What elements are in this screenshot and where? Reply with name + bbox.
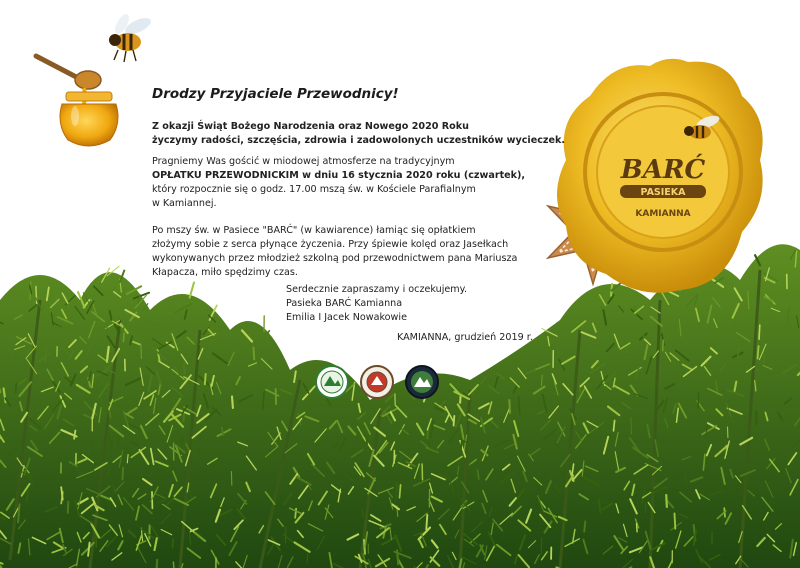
fir-needle [123, 333, 124, 341]
invite-line-1: Pragniemy Was gościć w miodowej atmosferze na tradycyjnym [152, 156, 455, 167]
place-and-date: KAMIANNA, grudzień 2019 r. [397, 332, 533, 343]
program-line-1: Po mszy św. w Pasiece "BARĆ" (w kawiarence) łamiąc się opłatkiem [152, 225, 476, 236]
fir-needle [614, 421, 615, 431]
fir-needle [205, 374, 206, 384]
holiday-wishes [152, 120, 565, 148]
guide-badge-1 [361, 366, 393, 398]
fir-needle [758, 346, 759, 359]
fir-needle [184, 364, 185, 374]
fir-needle [254, 348, 255, 360]
invite-line-4: w Kamiannej. [152, 198, 217, 209]
invite-line-3: który rozpocznie się o godz. 17.00 mszą św. w Kościele Parafialnym [152, 184, 476, 195]
fir-needle [400, 485, 401, 498]
wishes-line-2: życzymy radości, szczęścia, zdrowia i zadowolonych uczestników wycieczek. [152, 135, 565, 146]
fir-needle [454, 416, 455, 426]
honey-jar-icon [36, 56, 118, 146]
wax-seal-logo [557, 59, 763, 293]
closing-line-2: Pasieka BARĆ Kamianna [286, 298, 403, 309]
fir-needle [156, 560, 157, 568]
fir-needle [68, 502, 69, 513]
seal-town: KAMIANNA [635, 209, 691, 219]
fir-needle [36, 287, 37, 305]
fir-needle [232, 396, 233, 408]
fir-needle [173, 562, 174, 568]
fir-needle [18, 504, 19, 522]
seal-pasieka: PASIEKA [640, 187, 686, 198]
closing-line-3: Emilia I Jacek Nowakowie [286, 312, 407, 323]
wishes-line-1: Z okazji Świąt Bożego Narodzenia oraz Nowego 2020 Roku [152, 121, 469, 132]
fir-needle [663, 340, 664, 350]
bee-icon [109, 12, 153, 62]
event-invitation [152, 155, 525, 211]
fir-needle [584, 522, 585, 532]
fir-needle [122, 468, 123, 480]
fir-needle [362, 508, 363, 517]
pttk-badge [316, 366, 348, 398]
program-line-3: wykonywanych przez młodzież szkolną pod przewodnictwem pana Mariusza [152, 253, 518, 264]
fir-needle [307, 554, 308, 563]
fir-needle [45, 348, 46, 361]
greeting-title: Drodzy Przyjaciele Przewodnicy! [152, 86, 399, 102]
event-program [152, 224, 517, 280]
fir-needle [542, 375, 543, 385]
fir-needle [698, 393, 699, 409]
closing-signature [286, 283, 467, 325]
seal-brand: BARĆ [620, 155, 706, 185]
fir-needle [16, 383, 17, 392]
fir-needle [461, 441, 462, 452]
guide-badge-2 [406, 366, 438, 398]
fir-needle [426, 515, 427, 530]
fir-needle [675, 514, 676, 529]
program-line-4: Kłapacza, miło spędzimy czas. [152, 267, 298, 278]
fir-needle [141, 344, 142, 359]
closing-line-1: Serdecznie zapraszamy i oczekujemy. [286, 284, 467, 295]
fir-needle [190, 283, 194, 298]
fir-needle [397, 550, 398, 564]
fir-needle [637, 524, 638, 532]
fir-needle [631, 417, 632, 434]
fir-needle [509, 400, 510, 413]
invite-line-2: OPŁATKU PRZEWODNICKIM w dniu 16 stycznia 2020 roku (czwartek), [152, 170, 526, 181]
fir-needle [541, 538, 542, 555]
fir-needle [666, 495, 667, 507]
fir-needle [759, 325, 760, 339]
program-line-2: złożymy sobie z serca płynące życzenia. Przy śpiewie kolęd oraz Jasełkach [152, 239, 509, 250]
fir-needle [285, 527, 286, 543]
